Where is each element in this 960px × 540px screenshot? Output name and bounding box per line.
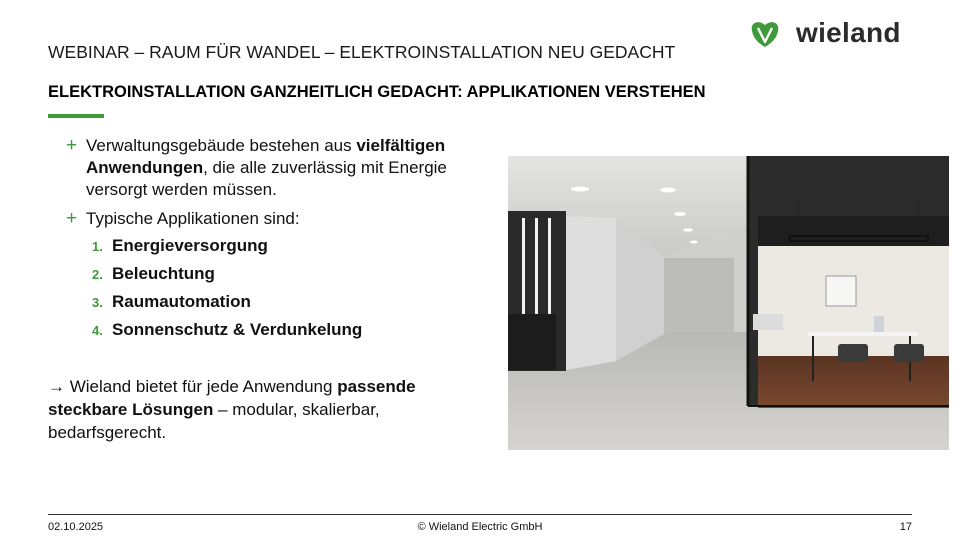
wieland-logo bbox=[750, 19, 915, 51]
application-item-energy: 1. Energieversorgung bbox=[92, 236, 268, 255]
section-heading: ELEKTROINSTALLATION GANZHEITLICH GEDACHT: APPLIKATIONEN VERSTEHEN bbox=[48, 83, 706, 101]
wieland-leaf-icon bbox=[750, 19, 780, 49]
bullet-item bbox=[66, 135, 486, 205]
application-item-room-automation: 3. Raumautomation bbox=[92, 292, 251, 311]
bullet-text: Verwaltungsgebäude bestehen aus vielfältigen Anwendungen, die alle zuverlässig mit Energie versorgt werden müssen. bbox=[86, 136, 447, 199]
arrow-icon: → bbox=[48, 377, 65, 396]
footer-copyright: © Wieland Electric GmbH bbox=[417, 521, 543, 533]
page-number: 17 bbox=[899, 521, 912, 533]
presentation-title: WEBINAR – RAUM FÜR WANDEL – ELEKTROINSTALLATION NEU GEDACHT bbox=[48, 42, 676, 62]
bullet-item bbox=[66, 208, 486, 232]
logo-wordmark: wieland bbox=[796, 17, 901, 48]
footer-divider bbox=[48, 514, 912, 515]
footer-date: 02.10.2025 bbox=[48, 521, 104, 533]
bullet-text: Typische Applikationen sind: bbox=[86, 209, 300, 228]
heading-accent-bar bbox=[48, 114, 104, 118]
application-item-lighting: 2. Beleuchtung bbox=[92, 264, 215, 283]
plus-bullet-icon: + bbox=[66, 135, 78, 156]
summary-statement: → Wieland bietet für jede Anwendung passende steckbare Lösungen – modular, skalierbar, bedarfsgerecht. bbox=[48, 377, 416, 442]
plus-bullet-icon: + bbox=[66, 208, 78, 229]
application-item-sun-protection: 4. Sonnenschutz & Verdunkelung bbox=[92, 320, 363, 339]
office-interior-photo bbox=[508, 156, 949, 450]
